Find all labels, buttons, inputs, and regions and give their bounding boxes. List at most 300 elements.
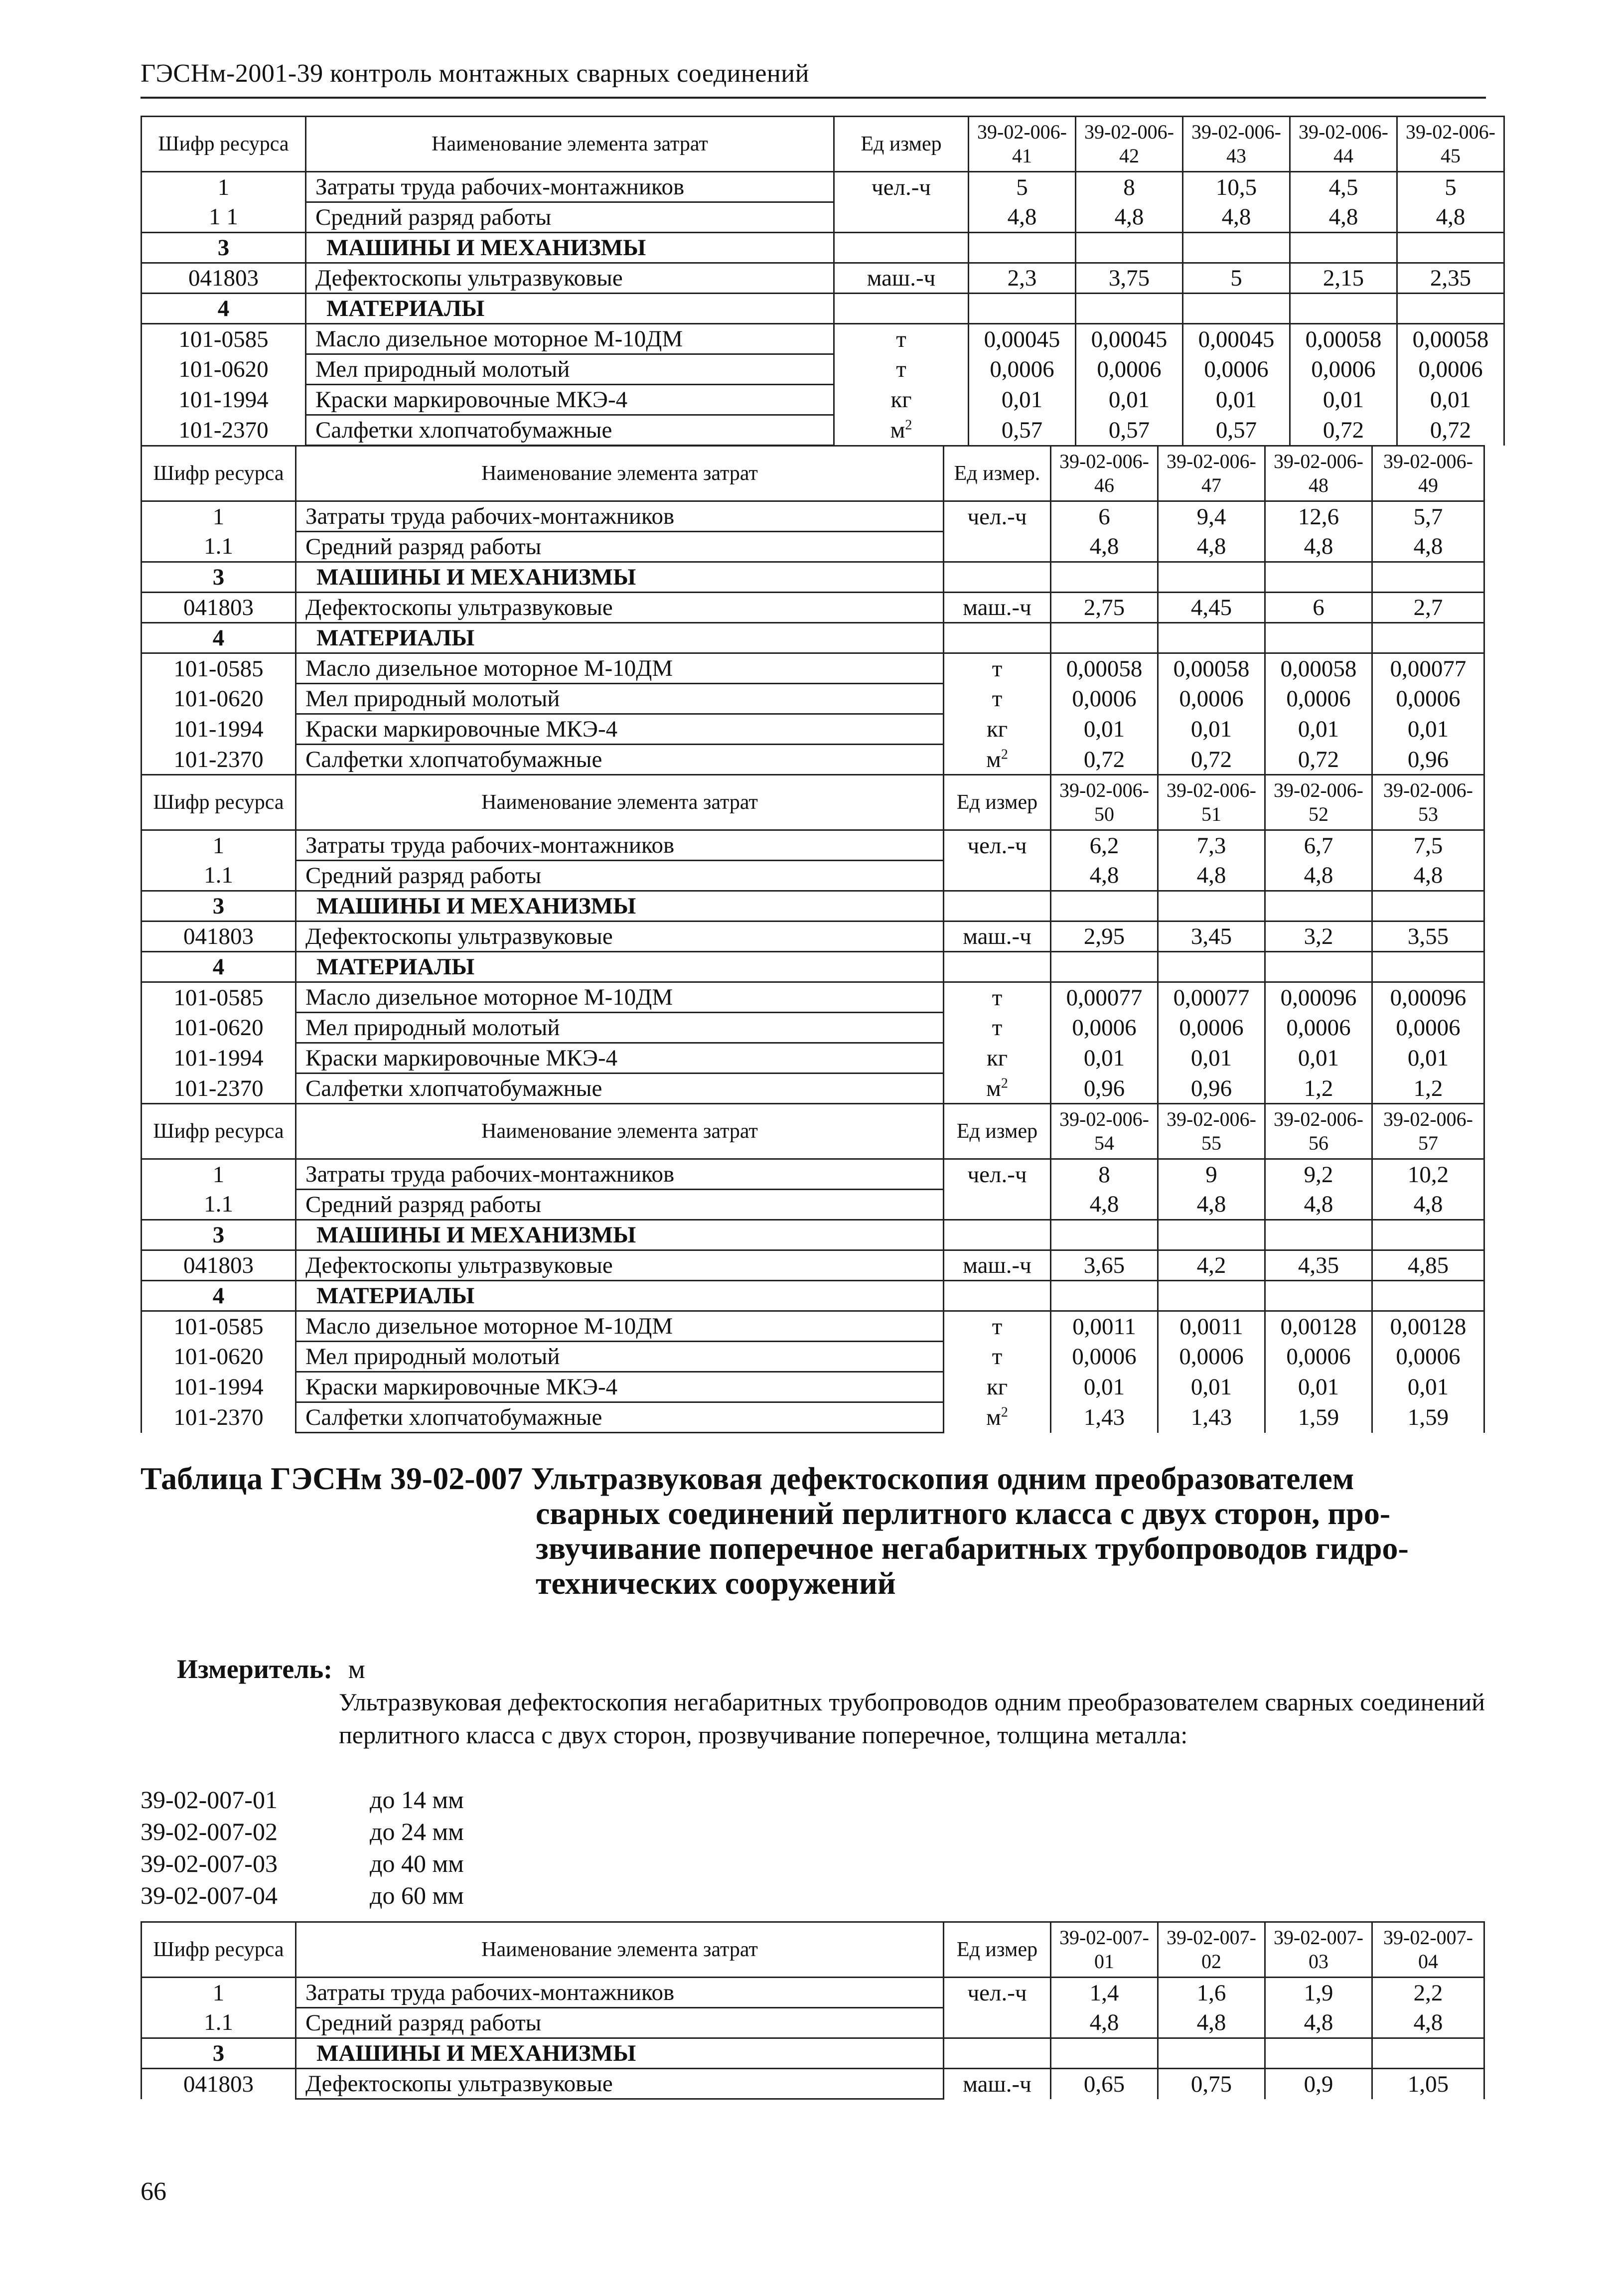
unit-text: т (896, 356, 906, 382)
cell-name: Дефектоскопы ультразвуковые (296, 593, 944, 623)
cell-value: 8 (1076, 172, 1183, 202)
meter-value: м (348, 1654, 365, 1684)
cell-name: Затраты труда рабочих-монтажников (306, 172, 834, 202)
cell-code: 1.1 (142, 861, 296, 891)
cell-value (1397, 233, 1504, 263)
cell-unit (944, 532, 1051, 562)
cell-value: 0,0006 (1158, 1342, 1265, 1372)
cell-unit (944, 1402, 1051, 1433)
cell-value: 0,0006 (1265, 1342, 1372, 1372)
cell-value: 2,35 (1397, 263, 1504, 294)
table-row (142, 1013, 1484, 1043)
cell-value: 0,72 (1397, 415, 1504, 446)
cell-value: 0,57 (1076, 415, 1183, 446)
unit-text: т (992, 686, 1003, 712)
cell-unit (944, 891, 1051, 921)
table-row (142, 982, 1484, 1013)
cell-value: 4,8 (1372, 1190, 1484, 1220)
unit-text: чел.-ч (967, 1980, 1027, 2006)
header-code: Шифр ресурса (142, 775, 296, 830)
cell-value: 4,8 (1397, 202, 1504, 233)
cell-code: 101-0585 (142, 324, 306, 354)
cell-value: 6 (1051, 501, 1158, 532)
cell-name: МАШИНЫ И МЕХАНИЗМЫ (296, 2038, 944, 2069)
resource-table (141, 774, 1485, 1104)
cell-value: 12,6 (1265, 501, 1372, 532)
cell-code: 1 (142, 501, 296, 532)
cell-value: 0,00058 (1158, 653, 1265, 684)
unit-text: маш.-ч (963, 595, 1031, 620)
cell-name: Салфетки хлопчатобумажные (296, 745, 944, 775)
section-title-line-4: технических сооружений (536, 1565, 896, 1601)
cell-name: МАШИНЫ И МЕХАНИЗМЫ (306, 233, 834, 263)
cell-unit (944, 2069, 1051, 2099)
header-code: Шифр ресурса (142, 1922, 296, 1978)
variant-row (141, 1817, 464, 1846)
cell-code: 041803 (142, 593, 296, 623)
cell-code: 1 (142, 172, 306, 202)
cell-value: 2,15 (1290, 263, 1397, 294)
cell-value: 0,96 (1051, 1073, 1158, 1104)
cell-unit (834, 233, 969, 263)
cell-value (1158, 2038, 1265, 2069)
cell-value: 0,0006 (1076, 354, 1183, 385)
cell-name: Краски маркировочные МКЭ-4 (296, 1372, 944, 1402)
cell-unit (944, 501, 1051, 532)
cell-name: Салфетки хлопчатобумажные (296, 1402, 944, 1433)
cell-value (1265, 1281, 1372, 1311)
cell-name: МАТЕРИАЛЫ (306, 294, 834, 324)
cell-value: 0,00096 (1265, 982, 1372, 1013)
cell-value: 10,5 (1183, 172, 1290, 202)
cell-code: 3 (142, 2038, 296, 2069)
table-row (142, 354, 1504, 385)
table-header-row (142, 1922, 1484, 1978)
cell-value: 0,01 (1372, 1372, 1484, 1402)
header-code: Шифр ресурса (142, 1104, 296, 1159)
unit-text: маш.-ч (963, 2071, 1031, 2097)
cell-value: 0,0006 (1051, 684, 1158, 714)
cell-value (1158, 891, 1265, 921)
cell-value: 0,01 (1051, 714, 1158, 745)
cell-unit (834, 263, 969, 294)
unit-text: т (992, 1313, 1003, 1340)
cell-unit (944, 623, 1051, 653)
cell-code: 3 (142, 1220, 296, 1250)
cell-code: 101-1994 (142, 385, 306, 415)
cell-value: 10,2 (1372, 1159, 1484, 1190)
cell-unit (834, 385, 969, 415)
cell-value: 0,0006 (1051, 1013, 1158, 1043)
unit-text: чел.-ч (967, 1161, 1027, 1188)
cell-value (1372, 562, 1484, 593)
cell-value: 0,0006 (969, 354, 1076, 385)
cell-value: 3,2 (1265, 921, 1372, 952)
cell-unit (944, 1220, 1051, 1250)
cell-value: 0,0006 (1290, 354, 1397, 385)
header-norm-code: 39-02-006-55 (1158, 1104, 1265, 1159)
cell-value: 4,85 (1372, 1250, 1484, 1281)
description: Ультразвуковая дефектоскопия негабаритных трубопроводов одним преобразователем сварных соединений перлитного класса с двух сторон, прозвучивание поперечное, толщина металла: (339, 1688, 1485, 1749)
cell-value: 4,8 (1372, 2008, 1484, 2038)
cell-value: 0,01 (1183, 385, 1290, 415)
header-norm-code: 39-02-006-42 (1076, 117, 1183, 172)
unit-superscript: 2 (905, 417, 912, 433)
cell-value: 1,6 (1158, 1978, 1265, 2008)
cell-value: 0,0006 (1372, 684, 1484, 714)
cell-code: 1.1 (142, 1190, 296, 1220)
cell-code: 1 (142, 1978, 296, 2008)
cell-value: 0,00077 (1051, 982, 1158, 1013)
cell-value: 1,2 (1265, 1073, 1372, 1104)
unit-text: чел.-ч (872, 174, 931, 200)
cell-unit (944, 1073, 1051, 1104)
cell-value: 0,01 (1265, 714, 1372, 745)
meter-label: Измеритель: (177, 1654, 333, 1684)
cell-value: 1,43 (1051, 1402, 1158, 1433)
header-name: Наименование элемента затрат (296, 1922, 944, 1978)
resource-table (141, 1103, 1485, 1433)
cell-value (1372, 1281, 1484, 1311)
variant-value: до 40 мм (370, 1849, 464, 1877)
unit-text: м (986, 1075, 1001, 1101)
cell-name: Дефектоскопы ультразвуковые (296, 921, 944, 952)
cell-name: Дефектоскопы ультразвуковые (306, 263, 834, 294)
cell-code: 101-2370 (142, 415, 306, 446)
section-row (142, 2038, 1484, 2069)
cell-name: Мел природный молотый (296, 1013, 944, 1043)
unit-text: м (890, 417, 905, 443)
resource-table (141, 116, 1505, 446)
cell-unit (944, 1311, 1051, 1342)
cell-value: 0,01 (1372, 1043, 1484, 1073)
cell-value: 0,0006 (1158, 684, 1265, 714)
cell-value: 4,35 (1265, 1250, 1372, 1281)
cell-code: 101-0585 (142, 982, 296, 1013)
unit-text: кг (986, 716, 1008, 742)
cell-code: 1 (142, 1159, 296, 1190)
cell-name: Масло дизельное моторное М-10ДМ (296, 1311, 944, 1342)
cell-value (1265, 623, 1372, 653)
unit-text: т (992, 1344, 1003, 1370)
cell-code: 3 (142, 891, 296, 921)
section-row (142, 294, 1504, 324)
unit-text: т (992, 1015, 1003, 1041)
meter (177, 1654, 365, 1684)
cell-name: МАШИНЫ И МЕХАНИЗМЫ (296, 1220, 944, 1250)
unit-text: м (986, 747, 1001, 772)
cell-value (1158, 1220, 1265, 1250)
cell-name: Краски маркировочные МКЭ-4 (296, 714, 944, 745)
cell-value: 0,57 (969, 415, 1076, 446)
cell-value: 0,01 (1051, 1372, 1158, 1402)
unit-superscript: 2 (1001, 1075, 1008, 1091)
cell-name: МАШИНЫ И МЕХАНИЗМЫ (296, 891, 944, 921)
cell-name: Затраты труда рабочих-монтажников (296, 501, 944, 532)
cell-value: 4,8 (1076, 202, 1183, 233)
table-row (142, 1311, 1484, 1342)
header-name: Наименование элемента затрат (306, 117, 834, 172)
cell-unit (944, 830, 1051, 861)
section-row (142, 623, 1484, 653)
header-norm-code: 39-02-006-57 (1372, 1104, 1484, 1159)
cell-unit (944, 1342, 1051, 1372)
cell-unit (944, 714, 1051, 745)
unit-text: маш.-ч (867, 265, 936, 291)
header-norm-code: 39-02-007-02 (1158, 1922, 1265, 1978)
cell-value (1051, 2038, 1158, 2069)
unit-text: кг (890, 387, 912, 413)
cell-value (1158, 623, 1265, 653)
cell-code: 101-1994 (142, 714, 296, 745)
cell-value: 4,8 (1183, 202, 1290, 233)
header-rule (141, 97, 1486, 99)
unit-text: маш.-ч (963, 1252, 1031, 1278)
cell-value: 4,8 (1265, 532, 1372, 562)
cell-value: 0,01 (1158, 1043, 1265, 1073)
section-row (142, 1220, 1484, 1250)
table-row (142, 1402, 1484, 1433)
cell-value: 7,5 (1372, 830, 1484, 861)
table-row (142, 501, 1484, 532)
table-row (142, 861, 1484, 891)
cell-value: 0,0006 (1265, 684, 1372, 714)
cell-value (1051, 623, 1158, 653)
table-row (142, 1372, 1484, 1402)
cell-unit (944, 1159, 1051, 1190)
table-row (142, 714, 1484, 745)
table-header-row (142, 446, 1484, 501)
header-unit: Ед измер (944, 1922, 1051, 1978)
cell-value: 4,2 (1158, 1250, 1265, 1281)
header-unit: Ед измер. (944, 446, 1051, 501)
cell-value (1076, 294, 1183, 324)
header-norm-code: 39-02-006-43 (1183, 117, 1290, 172)
cell-name: Салфетки хлопчатобумажные (306, 415, 834, 446)
cell-value: 4,8 (1265, 2008, 1372, 2038)
cell-value: 0,96 (1158, 1073, 1265, 1104)
table-header-row (142, 117, 1504, 172)
cell-code: 101-0620 (142, 684, 296, 714)
cell-value: 4,8 (1158, 2008, 1265, 2038)
cell-value: 9,4 (1158, 501, 1265, 532)
cell-unit (834, 324, 969, 354)
variant-value: до 14 мм (370, 1786, 464, 1814)
cell-name: Масло дизельное моторное М-10ДМ (296, 653, 944, 684)
cell-value: 0,57 (1183, 415, 1290, 446)
cell-name: Дефектоскопы ультразвуковые (296, 2069, 944, 2099)
table-row (142, 653, 1484, 684)
unit-text: маш.-ч (963, 923, 1031, 949)
unit-text: т (992, 984, 1003, 1011)
cell-value (1372, 2038, 1484, 2069)
cell-value: 4,8 (1158, 532, 1265, 562)
cell-value: 5 (1183, 263, 1290, 294)
header-norm-code: 39-02-006-41 (969, 117, 1076, 172)
header-norm-code: 39-02-007-03 (1265, 1922, 1372, 1978)
cell-value: 4,8 (969, 202, 1076, 233)
cell-code: 101-0620 (142, 354, 306, 385)
variant-row (141, 1785, 464, 1814)
cell-value (1265, 2038, 1372, 2069)
cell-value: 0,9 (1265, 2069, 1372, 2099)
cell-value: 4,8 (1051, 1190, 1158, 1220)
table-row (142, 830, 1484, 861)
cell-value: 0,01 (969, 385, 1076, 415)
cell-code: 4 (142, 1281, 296, 1311)
cell-value: 4,8 (1158, 1190, 1265, 1220)
header-unit: Ед измер (834, 117, 969, 172)
cell-value (1158, 1281, 1265, 1311)
table-row (142, 202, 1504, 233)
cell-value: 0,00058 (1265, 653, 1372, 684)
cell-value: 0,01 (1397, 385, 1504, 415)
cell-value: 4,8 (1290, 202, 1397, 233)
header-name: Наименование элемента затрат (296, 775, 944, 830)
cell-value: 0,01 (1158, 1372, 1265, 1402)
cell-code: 101-2370 (142, 1073, 296, 1104)
table-row (142, 1250, 1484, 1281)
cell-unit (944, 593, 1051, 623)
table-row (142, 593, 1484, 623)
cell-value: 0,0006 (1158, 1013, 1265, 1043)
cell-name: Краски маркировочные МКЭ-4 (296, 1043, 944, 1073)
cell-name: Затраты труда рабочих-монтажников (296, 1159, 944, 1190)
unit-superscript: 2 (1001, 747, 1008, 763)
unit-text: м (986, 1404, 1001, 1430)
cell-name: Средний разряд работы (296, 2008, 944, 2038)
cell-value: 0,00045 (1076, 324, 1183, 354)
section-row (142, 1281, 1484, 1311)
cell-value: 5 (969, 172, 1076, 202)
cell-value: 4,8 (1158, 861, 1265, 891)
cell-code: 4 (142, 294, 306, 324)
table-row (142, 1342, 1484, 1372)
header-norm-code: 39-02-006-46 (1051, 446, 1158, 501)
cell-value (1158, 952, 1265, 982)
cell-value: 4,8 (1372, 532, 1484, 562)
cell-value: 0,00077 (1372, 653, 1484, 684)
table-row (142, 532, 1484, 562)
unit-text: т (896, 326, 906, 352)
cell-code: 041803 (142, 263, 306, 294)
cell-value (1372, 891, 1484, 921)
cell-value: 1,59 (1372, 1402, 1484, 1433)
cell-code: 1.1 (142, 532, 296, 562)
cell-code: 3 (142, 233, 306, 263)
cell-value: 4,8 (1372, 861, 1484, 891)
table-row (142, 415, 1504, 446)
cell-name: Дефектоскопы ультразвуковые (296, 1250, 944, 1281)
cell-value: 0,01 (1158, 714, 1265, 745)
header-norm-code: 39-02-006-54 (1051, 1104, 1158, 1159)
cell-unit (944, 952, 1051, 982)
cell-name: МАШИНЫ И МЕХАНИЗМЫ (296, 562, 944, 593)
cell-value: 0,01 (1372, 714, 1484, 745)
cell-name: Мел природный молотый (296, 684, 944, 714)
cell-name: Мел природный молотый (296, 1342, 944, 1372)
cell-value (1372, 623, 1484, 653)
resource-table (141, 445, 1485, 775)
unit-text: чел.-ч (967, 503, 1027, 530)
cell-value: 3,55 (1372, 921, 1484, 952)
cell-code: 101-0620 (142, 1013, 296, 1043)
cell-code: 4 (142, 952, 296, 982)
cell-value: 0,01 (1051, 1043, 1158, 1073)
table-row (142, 745, 1484, 775)
cell-code: 041803 (142, 1250, 296, 1281)
table-row (142, 1159, 1484, 1190)
table-row (142, 2069, 1484, 2099)
header-code: Шифр ресурса (142, 446, 296, 501)
table-row (142, 684, 1484, 714)
section-title-line-2: сварных соединений перлитного класса с двух сторон, про- (536, 1496, 1391, 1531)
cell-name: Масло дизельное моторное М-10ДМ (306, 324, 834, 354)
cell-value: 0,0006 (1372, 1342, 1484, 1372)
header-norm-code: 39-02-006-45 (1397, 117, 1504, 172)
cell-value: 4,8 (1051, 2008, 1158, 2038)
cell-code: 101-1994 (142, 1043, 296, 1073)
cell-value: 1,05 (1372, 2069, 1484, 2099)
cell-value: 3,65 (1051, 1250, 1158, 1281)
variant-row (141, 1849, 464, 1878)
cell-value: 9 (1158, 1159, 1265, 1190)
unit-superscript: 2 (1001, 1404, 1008, 1420)
table-row (142, 2008, 1484, 2038)
cell-code: 041803 (142, 921, 296, 952)
variant-value: до 24 мм (370, 1818, 464, 1845)
unit-text: чел.-ч (967, 832, 1027, 859)
cell-value (1290, 294, 1397, 324)
cell-unit (944, 1978, 1051, 2008)
cell-unit (834, 172, 969, 202)
cell-value: 0,0011 (1158, 1311, 1265, 1342)
variant-value: до 60 мм (370, 1881, 464, 1909)
header-norm-code: 39-02-006-47 (1158, 446, 1265, 501)
header-unit: Ед измер (944, 775, 1051, 830)
cell-unit (944, 562, 1051, 593)
cell-value: 5 (1397, 172, 1504, 202)
cell-name: МАТЕРИАЛЫ (296, 1281, 944, 1311)
cell-value: 6 (1265, 593, 1372, 623)
section-title-line-1: Таблица ГЭСНм 39-02-007 Ультразвуковая дефектоскопия одним преобразователем (141, 1461, 1354, 1496)
cell-unit (834, 294, 969, 324)
cell-unit (944, 653, 1051, 684)
header-norm-code: 39-02-006-49 (1372, 446, 1484, 501)
unit-text: кг (986, 1045, 1008, 1071)
cell-value: 0,00058 (1397, 324, 1504, 354)
cell-value: 1,9 (1265, 1978, 1372, 2008)
cell-value: 4,8 (1051, 861, 1158, 891)
table-row (142, 385, 1504, 415)
cell-code: 041803 (142, 2069, 296, 2099)
cell-unit (944, 1190, 1051, 1220)
header-unit: Ед измер (944, 1104, 1051, 1159)
cell-value: 0,01 (1290, 385, 1397, 415)
cell-code: 1 1 (142, 202, 306, 233)
cell-value (1265, 1220, 1372, 1250)
cell-unit (944, 1043, 1051, 1073)
cell-value: 0,0011 (1051, 1311, 1158, 1342)
header-norm-code: 39-02-006-48 (1265, 446, 1372, 501)
cell-value: 0,96 (1372, 745, 1484, 775)
cell-value: 0,00128 (1372, 1311, 1484, 1342)
cell-value: 0,72 (1290, 415, 1397, 446)
cell-value: 8 (1051, 1159, 1158, 1190)
cell-value (1265, 891, 1372, 921)
header-norm-code: 39-02-006-51 (1158, 775, 1265, 830)
cell-name: Средний разряд работы (296, 1190, 944, 1220)
